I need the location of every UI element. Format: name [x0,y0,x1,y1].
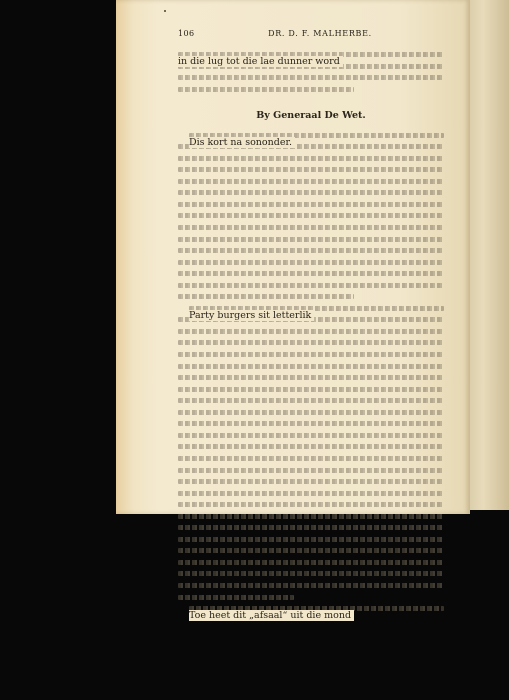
page-number: 106 [178,29,195,38]
line-placeholder [178,560,444,565]
text-line [178,384,444,395]
text-line [178,210,444,221]
text-line [178,430,444,441]
line-placeholder [178,525,444,530]
text-line [178,522,444,533]
text-line [178,257,444,268]
text-line [178,130,444,148]
text-line [178,349,444,360]
text-line [178,245,444,256]
line-placeholder [178,433,444,438]
text-line [178,499,444,510]
paragraph-opening: Toe heet dit „afsaal“ uit die mond [189,610,354,621]
line-placeholder [178,491,444,496]
text-line [178,557,444,568]
line-placeholder [178,398,444,403]
line-placeholder [178,237,444,242]
text-line [178,84,444,95]
text-line [178,199,444,210]
line-placeholder [178,75,444,80]
text-line [178,395,444,406]
line-placeholder [178,167,444,172]
line-placeholder [178,514,444,519]
page-speck [164,10,166,12]
text-line [178,465,444,476]
text-line [178,49,444,67]
line-placeholder [178,352,444,357]
line-placeholder [178,329,444,334]
line-placeholder [178,156,444,161]
paragraph-opening: Dis kort na sononder. [189,137,295,148]
line-placeholder [178,364,444,369]
line-placeholder [178,548,444,553]
line-placeholder [178,213,444,218]
text-line [178,326,444,337]
text-line [178,568,444,579]
text-line [178,291,444,302]
text-line [178,187,444,198]
line-placeholder [178,271,444,276]
line-placeholder [178,340,444,345]
text-line [178,592,444,603]
line-placeholder [178,225,444,230]
line-placeholder [178,375,444,380]
paragraph-opening: Party burgers sit letterlik [189,310,314,321]
line-placeholder [178,479,444,484]
line-placeholder [178,583,444,588]
line-placeholder [178,260,444,265]
text-line [178,407,444,418]
text-line [178,418,444,429]
section-heading: By Generaal De Wet. [256,109,366,121]
book-page [116,0,470,622]
line-placeholder [178,595,294,600]
line-placeholder [178,468,444,473]
text-line [178,476,444,487]
line-placeholder [178,190,444,195]
text-line [178,488,444,499]
text-line [178,222,444,233]
running-head [178,29,462,43]
line-placeholder [178,387,444,392]
line-placeholder [178,502,444,507]
line-placeholder [178,456,444,461]
text-line [178,534,444,545]
next-page-edge [466,0,509,510]
text-line [178,164,444,175]
text-line [178,511,444,522]
text-line [178,153,444,164]
line-placeholder [178,248,444,253]
line-placeholder [178,294,354,299]
line-placeholder [178,421,444,426]
line-placeholder [178,444,444,449]
text-line [178,337,444,348]
text-line [178,280,444,291]
line-placeholder [178,87,354,92]
text-line [178,72,444,83]
text-line [178,361,444,372]
text-line [178,234,444,245]
text-line [178,453,444,464]
text-line [178,580,444,591]
text-line [178,545,444,556]
text-line [178,303,444,321]
line-placeholder [178,179,444,184]
line-placeholder [178,283,444,288]
text-line [178,372,444,383]
line-placeholder [178,537,444,542]
line-placeholder [178,202,444,207]
paragraph-opening: in die lug tot die lae dunner word [178,56,343,67]
text-line [178,603,444,622]
line-placeholder [178,410,444,415]
text-line [178,176,444,187]
line-placeholder [178,571,444,576]
body-text [178,49,444,622]
text-line [178,441,444,452]
text-line [178,268,444,279]
running-title: DR. D. F. MALHERBE. [268,29,372,38]
